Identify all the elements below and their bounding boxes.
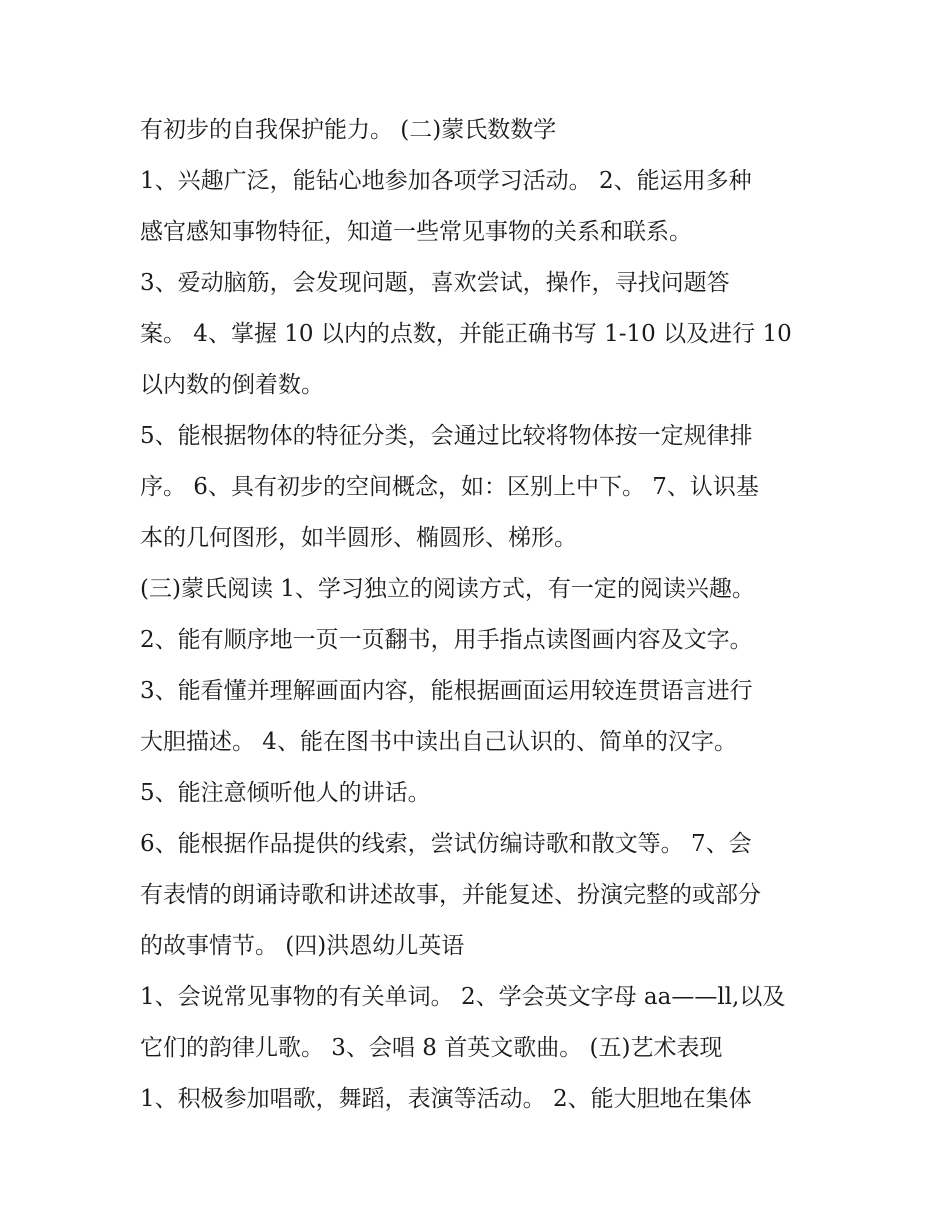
text-line: 感官感知事物特征，知道一些常见事物的关系和联系。	[140, 219, 692, 245]
document-body	[140, 105, 830, 1125]
text-line: 2、能有顺序地一页一页翻书，用手指点读图画内容及文字。	[140, 627, 753, 653]
text-line: 的故事情节。 (四)洪恩幼儿英语	[140, 933, 465, 959]
text-line: 3、爱动脑筋，会发现问题，喜欢尝试，操作，寻找问题答	[140, 270, 730, 296]
text-line: 3、能看懂并理解画面内容，能根据画面运用较连贯语言进行	[140, 678, 753, 704]
text-line: 它们的韵律儿歌。 3、会唱 8 首英文歌曲。 (五)艺术表现	[140, 1035, 723, 1061]
text-line: 以内数的倒着数。	[140, 372, 324, 398]
text-line: 1、会说常见事物的有关单词。 2、学会英文字母 aa——ll,以及	[140, 984, 786, 1010]
text-line: 案。 4、掌握 10 以内的点数，并能正确书写 1-10 以及进行 10	[140, 321, 792, 347]
text-line: 有初步的自我保护能力。 (二)蒙氏数数学	[140, 117, 557, 143]
text-line: 1、兴趣广泛，能钻心地参加各项学习活动。 2、能运用多种	[140, 168, 752, 194]
text-line: 大胆描述。 4、能在图书中读出自己认识的、简单的汉字。	[140, 729, 737, 755]
text-line: 序。 6、具有初步的空间概念，如：区别上中下。 7、认识基	[140, 474, 759, 500]
text-line: 6、能根据作品提供的线索，尝试仿编诗歌和散文等。 7、会	[140, 831, 752, 857]
text-line: 1、积极参加唱歌，舞蹈，表演等活动。 2、能大胆地在集体	[140, 1086, 752, 1112]
text-line: (三)蒙氏阅读 1、学习独立的阅读方式，有一定的阅读兴趣。	[140, 576, 755, 602]
text-line: 5、能根据物体的特征分类，会通过比较将物体按一定规律排	[140, 423, 753, 449]
text-line: 本的几何图形，如半圆形、椭圆形、梯形。	[140, 525, 577, 551]
text-line: 5、能注意倾听他人的讲话。	[140, 780, 431, 806]
text-line: 有表情的朗诵诗歌和讲述故事，并能复述、扮演完整的或部分	[140, 882, 761, 908]
